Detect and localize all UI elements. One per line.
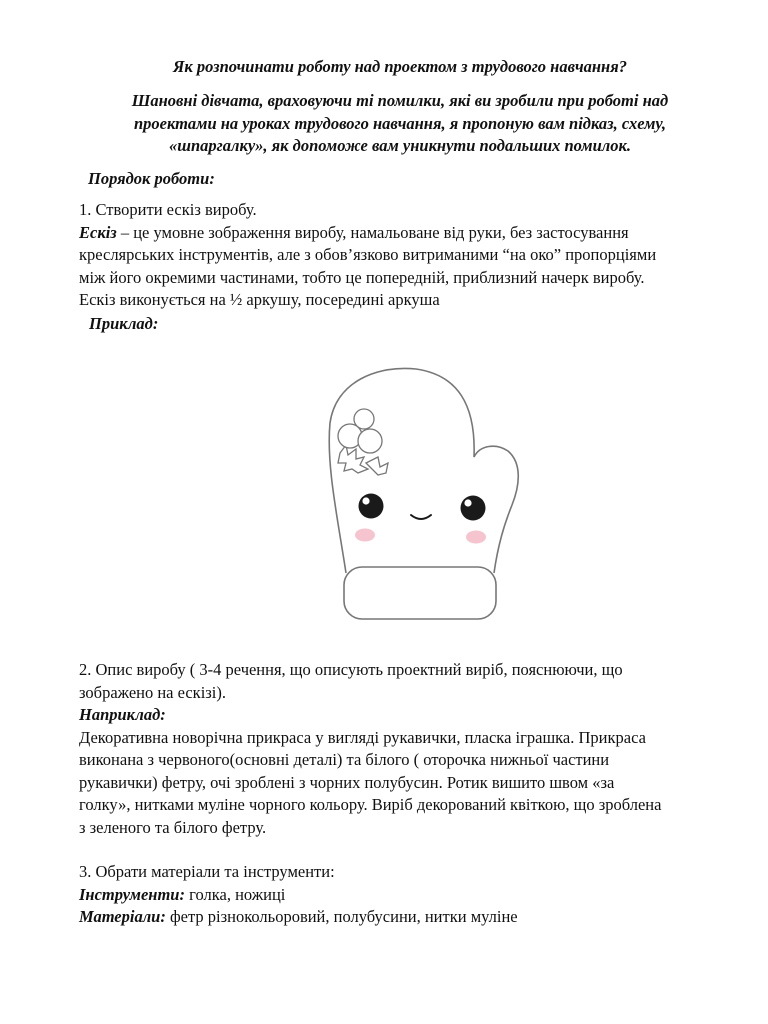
materials-label: Матеріали:	[79, 907, 166, 926]
mitten-cuff	[344, 567, 496, 619]
right-cheek	[466, 531, 486, 544]
sketch-definition-line: креслярських інструментів, але з обов’язково витриманими “на око” пропорціями	[79, 245, 657, 264]
sketch-definition	[79, 222, 719, 245]
sketch-definition-line: Ескіз виконується на ½ аркушу, посередині аркуша	[79, 290, 440, 309]
for-example-label: Наприклад:	[79, 705, 166, 724]
step-3-heading: 3. Обрати матеріали та інструменти:	[79, 862, 335, 881]
tools-line	[79, 884, 719, 907]
description-line: Декоративна новорічна прикраса у вигляді рукавички, пласка іграшка. Прикраса	[79, 727, 646, 747]
page-title: Як розпочинати роботу над проектом з трудового навчання?	[173, 57, 627, 76]
intro-line: «шпаргалку», як допоможе вам уникнути подальших помилок.	[169, 136, 631, 155]
example-label: Приклад:	[89, 314, 159, 333]
description-line: голку», нитками муліне чорного кольору. Виріб декорований квіткою, що зроблена	[79, 795, 662, 814]
materials-value: фетр різнокольоровий, полубусини, нитки муліне	[165, 907, 518, 926]
right-eye-highlight	[464, 499, 471, 506]
right-eye-icon	[461, 496, 486, 521]
step-1-section	[79, 199, 719, 312]
tools-label: Інструменти:	[79, 884, 185, 904]
intro-line: Шановні дівчата, враховуючи ті помилки, які ви зробили при роботі над	[131, 91, 669, 110]
materials-line	[79, 906, 719, 929]
tools-value: голка, ножиці	[184, 884, 286, 904]
description-line: виконана з червоного(основні деталі) та білого ( оторочка нижньої частини	[79, 750, 610, 769]
step-1-heading: 1. Створити ескіз виробу.	[79, 200, 257, 219]
mitten-sketch-image	[308, 345, 548, 635]
description-line: з зеленого та білого фетру.	[79, 817, 267, 837]
step-3-section	[79, 861, 719, 929]
step-2-heading-line: 2. Опис виробу ( 3-4 речення, що описують проектний виріб, пояснюючи, що	[79, 660, 623, 679]
intro-paragraph	[90, 90, 710, 158]
description-line: рукавички) фетру, очі зроблені з чорних полубусин. Ротик вишито швом «за	[79, 772, 615, 792]
left-cheek	[355, 529, 375, 542]
sketch-term: Ескіз	[79, 222, 117, 242]
left-eye-icon	[359, 494, 384, 519]
intro-line: проектами на уроках трудового навчання, я пропоную вам підказ, схему,	[133, 113, 667, 133]
step-2-section	[79, 659, 719, 839]
step-2-heading-line: зображено на ескізі).	[79, 682, 227, 702]
sketch-definition-line: між його окремими частинами, тобто це попередній, приблизний начерк виробу.	[79, 267, 645, 287]
sketch-definition-line: – це умовне зображення виробу, намальоване від руки, без застосування	[116, 222, 629, 242]
order-heading: Порядок роботи:	[88, 169, 215, 188]
left-eye-highlight	[362, 497, 369, 504]
